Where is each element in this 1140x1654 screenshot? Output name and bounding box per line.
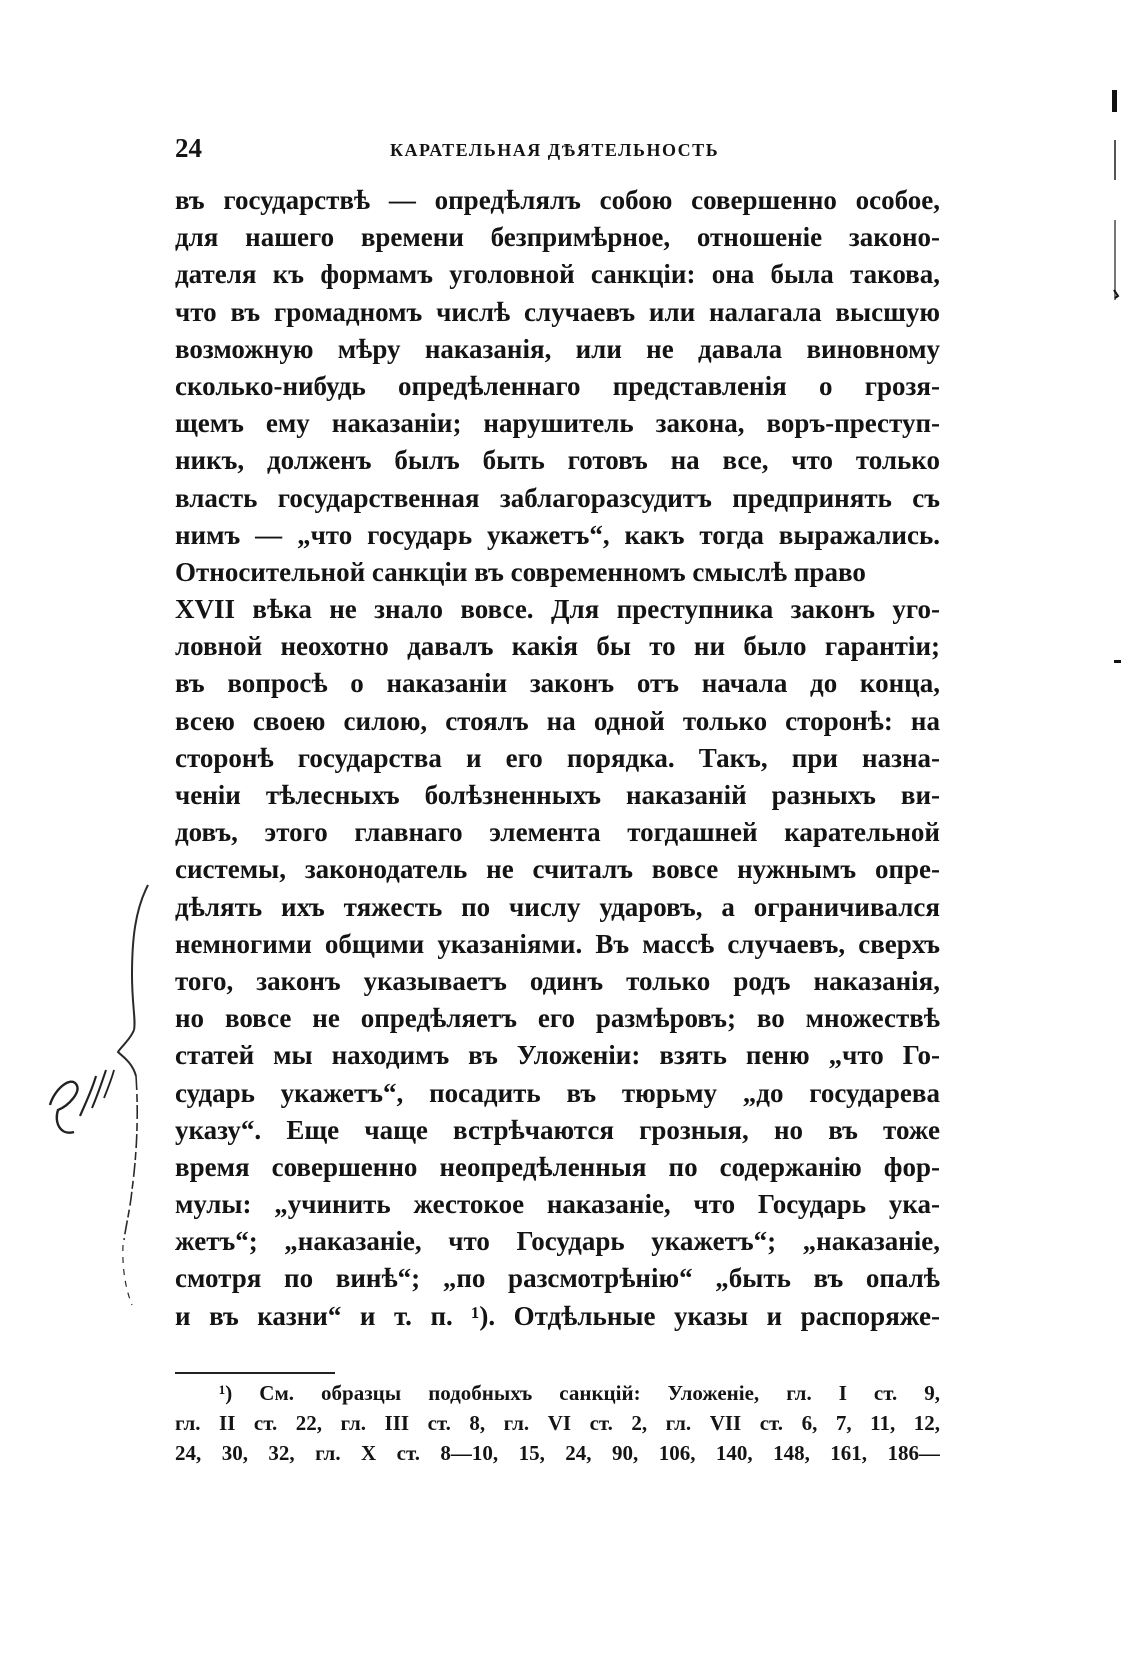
body-line: для нашего времени безпримѣрное, отношеніе законо-: [175, 222, 940, 253]
running-title: КАРАТЕЛЬНАЯ ДѢЯТЕЛЬНОСТЬ: [390, 140, 720, 160]
body-line: дателя къ формамъ уголовной санкціи: она была такова,: [175, 259, 940, 290]
footnote-divider: [175, 1372, 335, 1374]
body-line: въ государствѣ — опредѣлялъ собою совершенно особое,: [175, 185, 940, 215]
body-line: жетъ“; „наказаніе, что Государь укажетъ“; „наказаніе,: [175, 1226, 940, 1257]
body-line: нимъ — „что государь укажетъ“, какъ тогда выражались.: [175, 519, 940, 550]
body-line: ловной неохотно давалъ какія бы то ни было гарантіи;: [175, 631, 940, 662]
page-number: 24: [175, 133, 202, 163]
body-line: никъ, долженъ былъ быть готовъ на все, что только: [175, 445, 940, 476]
body-line: щемъ ему наказаніи; нарушитель закона, воръ-преступ-: [175, 408, 940, 439]
body-line: статей мы находимъ въ Уложеніи: взять пеню „что Го-: [175, 1040, 940, 1071]
body-line: сторонѣ государства и его порядка. Такъ, при назна-: [175, 742, 940, 773]
footnote-line: ¹) См. образцы подобныхъ санкцій: Уложеніе, гл. I ст. 9,: [219, 1381, 940, 1405]
body-line: всею своею силою, стоялъ на одной только сторонѣ: на: [175, 705, 940, 736]
body-line: сколько-нибудь опредѣленнаго представленія о грозя-: [175, 370, 940, 401]
footnotes: [175, 1378, 940, 1468]
body-text: [175, 182, 940, 1335]
body-line: мулы: „учинить жестокое наказаніе, что Государь ука-: [175, 1189, 940, 1220]
body-line: возможную мѣру наказанія, или не давала виновному: [175, 333, 940, 364]
footnote-line: 24, 30, 32, гл. X ст. 8—10, 15, 24, 90, 106, 140, 148, 161, 186—: [175, 1441, 940, 1465]
body-line: но вовсе не опредѣляетъ его размѣровъ; во множествѣ: [175, 1003, 940, 1034]
body-line: сударь укажетъ“, посадить въ тюрьму „до государева: [175, 1077, 940, 1108]
body-line: Относительной санкціи въ современномъ смыслѣ право: [175, 556, 866, 587]
body-line: и въ казни“ и т. п. ¹). Отдѣльные указы и распоряже-: [175, 1300, 940, 1331]
body-line: смотря по винѣ“; „по разсмотрѣнію“ „быть въ опалѣ: [175, 1263, 940, 1294]
body-line: довъ, этого главнаго элемента тогдашней карательной: [175, 817, 940, 848]
scan-edge-marks: [1110, 80, 1140, 780]
body-line: системы, законодатель не считалъ вовсе нужнымъ опре-: [175, 854, 940, 885]
body-line: указу“. Еще чаще встрѣчаются грозныя, но въ тоже: [175, 1114, 940, 1145]
body-line: въ вопросѣ о наказаніи законъ отъ начала до конца,: [175, 668, 940, 699]
running-head: [175, 133, 940, 165]
handwritten-margin-annotation: [40, 880, 170, 1360]
body-line: дѣлять ихъ тяжесть по числу ударовъ, а ограничивался: [175, 891, 940, 922]
footnote-line: гл. II ст. 22, гл. III ст. 8, гл. VI ст. 2, гл. VII ст. 6, 7, 11, 12,: [175, 1411, 940, 1435]
body-line: власть государственная заблагоразсудитъ предпринять съ: [175, 482, 940, 513]
body-line: ченіи тѣлесныхъ болѣзненныхъ наказаній разныхъ ви-: [175, 780, 940, 810]
body-line: что въ громадномъ числѣ случаевъ или налагала высшую: [175, 296, 940, 327]
body-line: немногими общими указаніями. Въ массѣ случаевъ, сверхъ: [175, 928, 940, 959]
body-line: XVII вѣка не знало вовсе. Для преступника законъ уго-: [175, 594, 940, 625]
body-line: того, законъ указываетъ одинъ только родъ наказанія,: [175, 965, 940, 996]
body-line: время совершенно неопредѣленныя по содержанію фор-: [175, 1151, 940, 1182]
